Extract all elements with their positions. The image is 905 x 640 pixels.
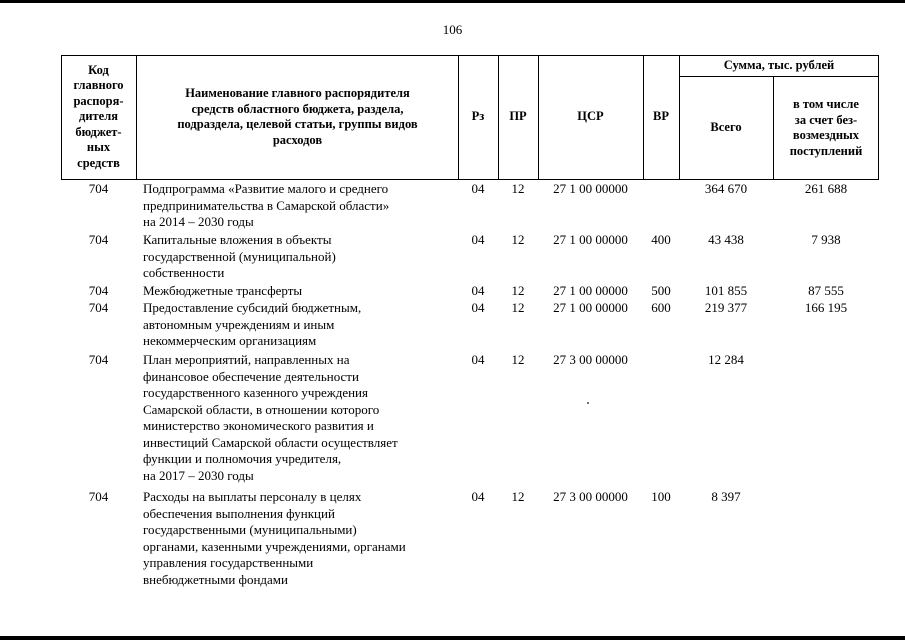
row-pr: 12: [511, 181, 525, 196]
row-code: 704: [88, 283, 109, 298]
row-code: 704: [88, 352, 109, 367]
header-code: Код главного распоря- дителя бюджет- ных средств: [73, 62, 124, 170]
row-pr: 12: [511, 352, 525, 367]
row-pr: 12: [511, 300, 525, 315]
header-rz: Рз: [471, 109, 485, 124]
row-rz: 04: [471, 300, 485, 315]
row-pr: 12: [511, 232, 525, 247]
row-csr: 27 1 00 00000: [553, 181, 628, 196]
row-total: 101 855: [704, 283, 748, 298]
row-pr: 12: [511, 283, 525, 298]
row-rz: 04: [471, 181, 485, 196]
header-sum: Сумма, тыс. рублей: [723, 57, 835, 72]
header-csr: ЦСР: [577, 109, 604, 124]
row-vr: 600: [651, 300, 671, 315]
row-vr: 500: [651, 283, 671, 298]
row-name: Межбюджетные трансферты: [143, 283, 303, 298]
row-total: 12 284: [708, 352, 744, 367]
header-total: Всего: [710, 120, 742, 135]
row-code: 704: [88, 181, 109, 196]
row-free: 7 938: [811, 232, 841, 247]
header-bottom-rule: [61, 179, 879, 180]
row-csr: 27 1 00 00000: [553, 232, 628, 247]
row-pr: 12: [511, 489, 525, 504]
header-vr: ВР: [653, 109, 669, 124]
row-free: 87 555: [808, 283, 844, 298]
row-total: 219 377: [704, 300, 748, 315]
header-name: Наименование главного распорядителя средств областного бюджета, раздела, подраздела, целевой статьи, группы видов расходов: [177, 86, 418, 147]
page-number: 106: [442, 22, 463, 37]
row-csr: 27 3 00 00000: [553, 352, 628, 367]
row-csr: 27 1 00 00000: [553, 300, 628, 315]
row-vr: 400: [651, 232, 671, 247]
row-name: Подпрограмма «Развитие малого и среднего предпринимательства в Самарской области» на 2014 – 2030 годы: [143, 181, 390, 229]
row-total: 364 670: [704, 181, 748, 196]
row-name: Предоставление субсидий бюджетным, автономным учреждениям и иным некоммерческим организациям: [143, 300, 362, 348]
row-name: План мероприятий, направленных на финансовое обеспечение деятельности государственного казенного учреждения Самарской области, в отношении которого министерство экономического развития и инвестиций Самарской области осуществляет функции и полномочия учредителя, на 2017 – 2030 годы: [143, 352, 398, 483]
row-code: 704: [88, 300, 109, 315]
table-header: [61, 55, 879, 180]
row-name: Капитальные вложения в объекты государственной (муниципальной) собственности: [143, 232, 336, 280]
row-csr: 27 1 00 00000: [553, 283, 628, 298]
row-code: 704: [88, 489, 109, 504]
row-csr: 27 3 00 00000: [553, 489, 628, 504]
row-rz: 04: [471, 232, 485, 247]
row-free: 166 195: [804, 300, 848, 315]
row-name: Расходы на выплаты персоналу в целях обеспечения выполнения функций государственными (муниципальными) органами, казенными учреждениями, органами управления государственными внебюджетными фондами: [143, 489, 406, 587]
row-total: 8 397: [711, 489, 741, 504]
row-vr: 100: [651, 489, 671, 504]
row-rz: 04: [471, 489, 485, 504]
header-free: в том числе за счет без- возмездных поступлений: [789, 97, 863, 158]
row-total: 43 438: [708, 232, 744, 247]
row-rz: 04: [471, 283, 485, 298]
bottom-border-rule: [0, 636, 905, 640]
scan-speck: [587, 402, 589, 404]
row-rz: 04: [471, 352, 485, 367]
row-free: 261 688: [804, 181, 848, 196]
top-border-rule: [0, 0, 905, 3]
row-code: 704: [88, 232, 109, 247]
header-pr: ПР: [509, 109, 527, 124]
